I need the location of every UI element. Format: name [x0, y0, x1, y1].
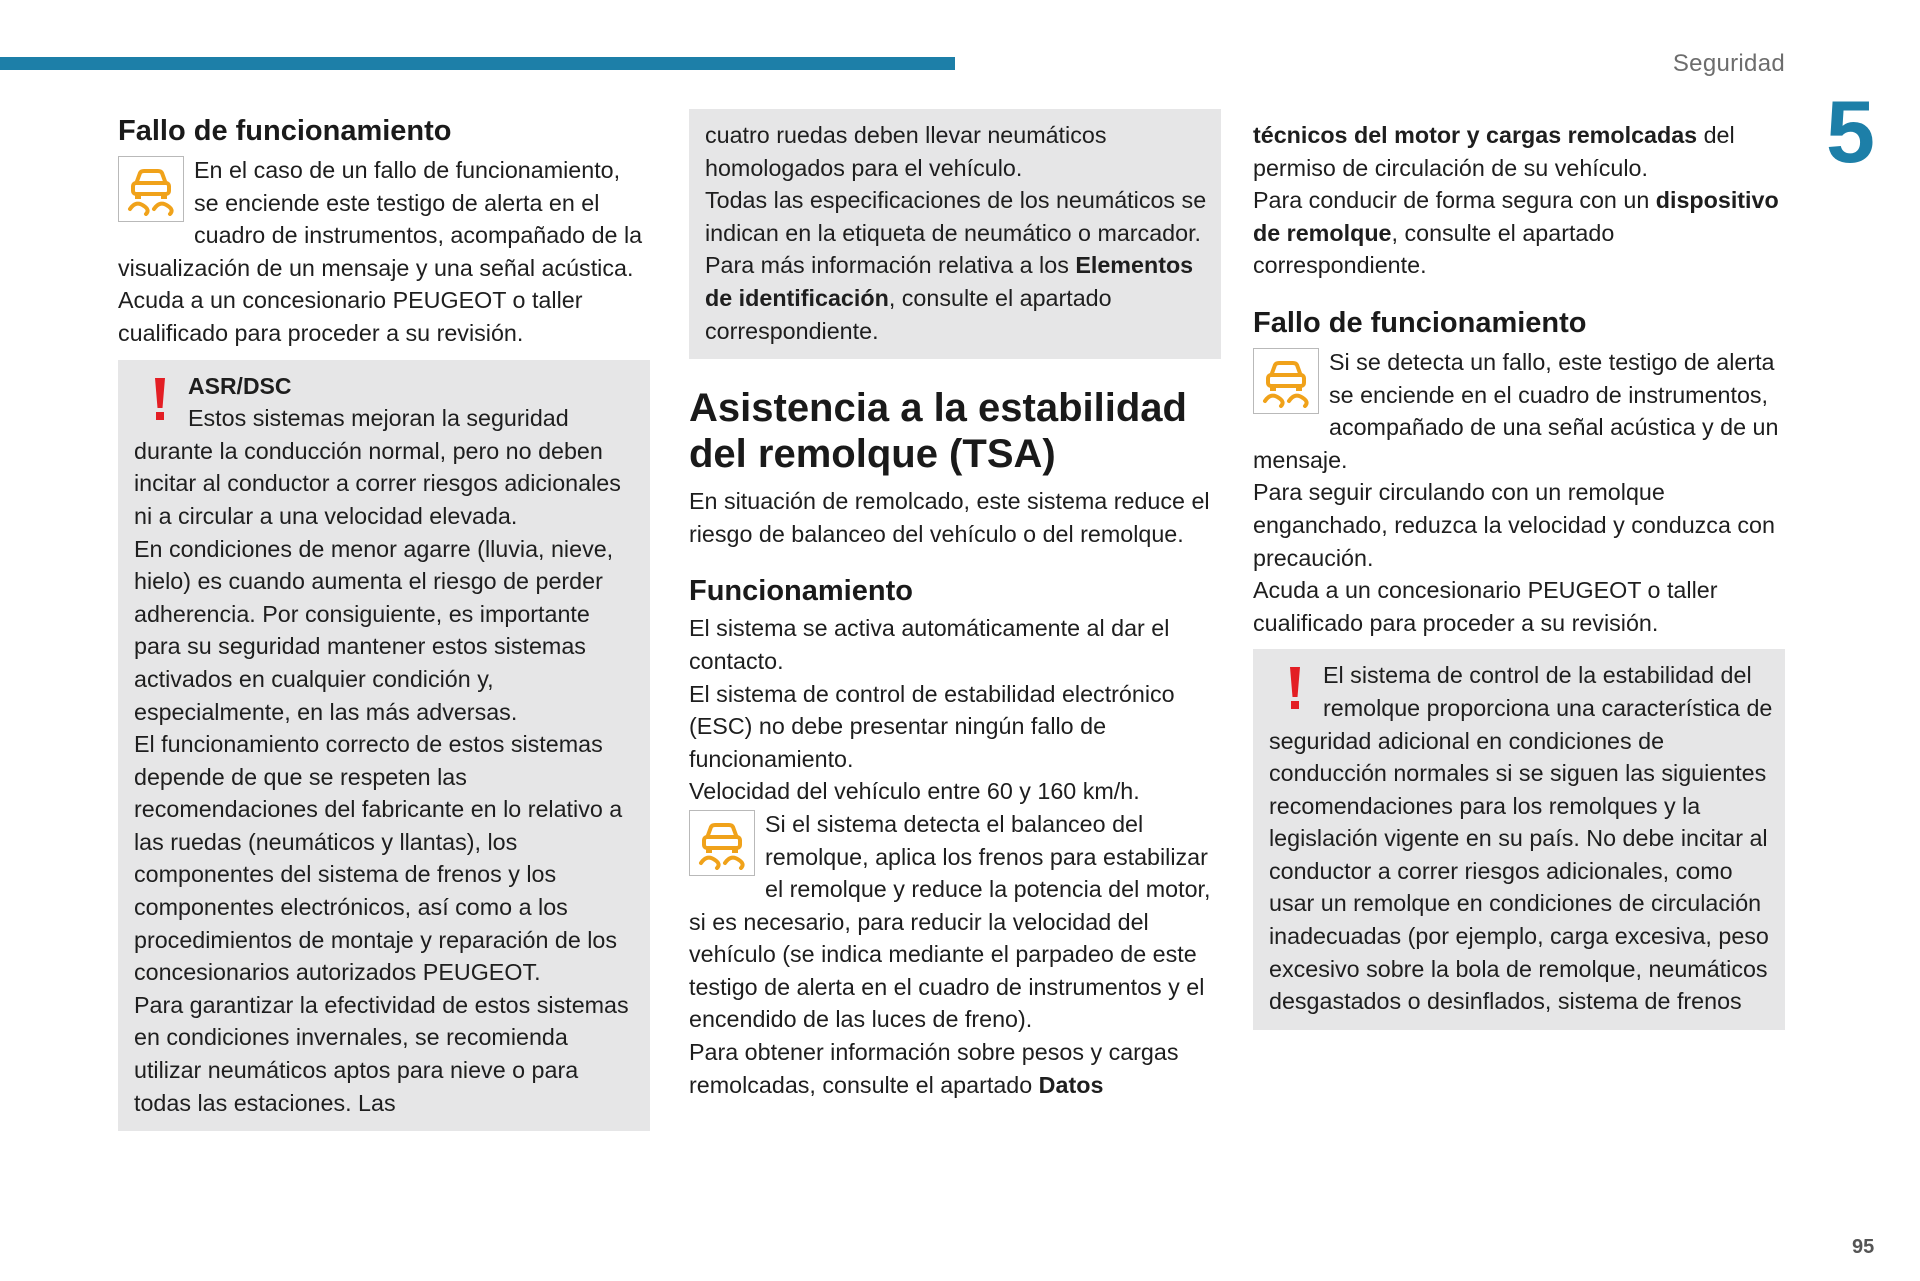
tsa-warning-exclamation-icon [1269, 663, 1321, 715]
tyres-text-2 [705, 184, 1207, 347]
page-number: 95 [1852, 1236, 1875, 1258]
tyres-text-2-a: Todas las especificaciones de los neumáticos se indican en la etiqueta de neumático o marcador. Para más información relativa a los [705, 187, 1207, 279]
data-section-ref: Datos [1038, 1071, 1104, 1098]
identification-elements-ref: Elementos de identificación [705, 252, 1194, 311]
column-middle [689, 109, 1219, 1101]
chapter-number: 5 [1826, 82, 1875, 181]
towing-device-text-b: , consulte el apartado correspondiente. [1253, 219, 1615, 279]
operation-text-5-a: Para obtener información sobre pesos y cargas remolcadas, consulte el apartado [689, 1039, 1179, 1098]
towing-device-ref: dispositivo de remolque [1253, 187, 1779, 246]
column-right [1253, 119, 1783, 1030]
asr-dsc-text-1: Estos sistemas mejoran la seguridad durante la conducción normal, pero no deben incitar al conductor a correr riesgos adicionales ni a circular a una velocidad elevada. [134, 405, 621, 529]
malfunction-block [118, 154, 648, 284]
tsa-caution-text: Para seguir circulando con un remolque enganchado, reduzca la velocidad y conduzca con precaución. [1253, 479, 1775, 571]
column-left [118, 112, 648, 1131]
operation-text-2: El sistema de control de estabilidad electrónico (ESC) no debe presentar ningún fallo de funcionamiento. [689, 680, 1175, 772]
operation-text-4: Si el sistema detecta el balanceo del remolque, aplica los frenos para estabilizar el remolque y reduce la potencia del motor, si es necesario, para reducir la velocidad del vehículo (se indica mediante el parpadeo de este testigo de alerta en el cuadro de instrumentos y el encendido de las luces de freno). [689, 810, 1211, 1033]
towing-device-text-a: Para conducir de forma segura con un [1253, 187, 1656, 214]
asr-dsc-title: ASR/DSC [188, 372, 292, 399]
tsa-malfunction-block [1253, 346, 1783, 476]
trailer-warning-lamp-icon [1253, 348, 1319, 414]
operation-lamp-block [689, 808, 1219, 1036]
trailer-stability-lamp-icon [689, 810, 755, 876]
operation-text-1: El sistema se activa automáticamente al dar el contacto. [689, 615, 1170, 674]
tsa-dealer-text: Acuda a un concesionario PEUGEOT o taller cualificado para proceder a su revisión. [1253, 577, 1718, 636]
towing-permit-text [1253, 119, 1783, 184]
engine-technical-data-ref: técnicos del motor y cargas remolcadas [1253, 122, 1698, 148]
towing-device-text [1253, 184, 1783, 282]
section-title: Seguridad [1672, 50, 1785, 77]
tsa-intro: En situación de remolcado, este sistema reduce el riesgo de balanceo del vehículo o del remolque. [689, 488, 1210, 547]
stability-warning-lamp-icon [118, 156, 184, 222]
operation-heading: Funcionamiento [689, 575, 913, 608]
asr-dsc-text-2: En condiciones de menor agarre (lluvia, nieve, hielo) es cuando aumenta el riesgo de perder adherencia. Por consiguiente, es importante para su seguridad mantener estos sistemas activados en cualquier condición y, especialmente, en las más adversas. [134, 535, 614, 725]
warning-exclamation-icon [134, 374, 186, 426]
asr-dsc-text-4: Para garantizar la efectividad de estos sistemas en condiciones invernales, se recomienda utilizar neumáticos aptos para nieve o para todas las estaciones. Las [134, 991, 629, 1116]
tsa-title: Asistencia a la estabilidad del remolque (TSA) [689, 386, 1187, 477]
malfunction-heading: Fallo de funcionamiento [118, 115, 452, 147]
header-accent-bar [0, 57, 955, 70]
tyres-text-1: cuatro ruedas deben llevar neumáticos homologados para el vehículo. [705, 122, 1107, 181]
operation-text-5 [689, 1036, 1219, 1101]
operation-text-3: Velocidad del vehículo entre 60 y 160 km/h. [689, 778, 1140, 805]
tsa-malfunction-heading: Fallo de funcionamiento [1253, 306, 1587, 339]
towing-permit-text-b: del permiso de circulación de su vehículo. [1253, 122, 1735, 181]
tyres-info-box [689, 109, 1221, 359]
tsa-warning-text: El sistema de control de la estabilidad del remolque proporciona una característica de seguridad adicional en condiciones de conducción normales si se siguen las siguientes recomendaciones para los remolques y la legislación vigente en su país. No debe incitar al conductor a correr riesgos adicionales, como usar un remolque en condiciones de circulación inadecuadas (por ejemplo, carga excesiva, peso excesivo sobre la bola de remolque, neumáticos desgastados o desinflados, sistema de frenos [1269, 662, 1773, 1015]
malfunction-dealer-text: Acuda a un concesionario PEUGEOT o taller cualificado para proceder a su revisión. [118, 287, 583, 346]
tsa-malfunction-text: Si se detecta un fallo, este testigo de alerta se enciende en el cuadro de instrumentos, acompañado de una señal acústica y de un mensaje. [1253, 348, 1779, 473]
asr-dsc-warning-box [118, 360, 650, 1132]
tsa-warning-box [1253, 649, 1785, 1030]
tyres-text-2-b: , consulte el apartado correspondiente. [705, 284, 1112, 344]
malfunction-text: En el caso de un fallo de funcionamiento, se enciende este testigo de alerta en el cuadro de instrumentos, acompañado de la visualización de un mensaje y una señal acústica. [118, 157, 643, 281]
asr-dsc-text-3: El funcionamiento correcto de estos sistemas depende de que se respeten las recomendaciones del fabricante en lo relativo a las ruedas (neumáticos y llantas), los componentes del sistema de frenos y los componentes electrónicos, así como a los procedimientos de montaje y reparación de los concesionarios autorizados PEUGEOT. [134, 731, 623, 986]
